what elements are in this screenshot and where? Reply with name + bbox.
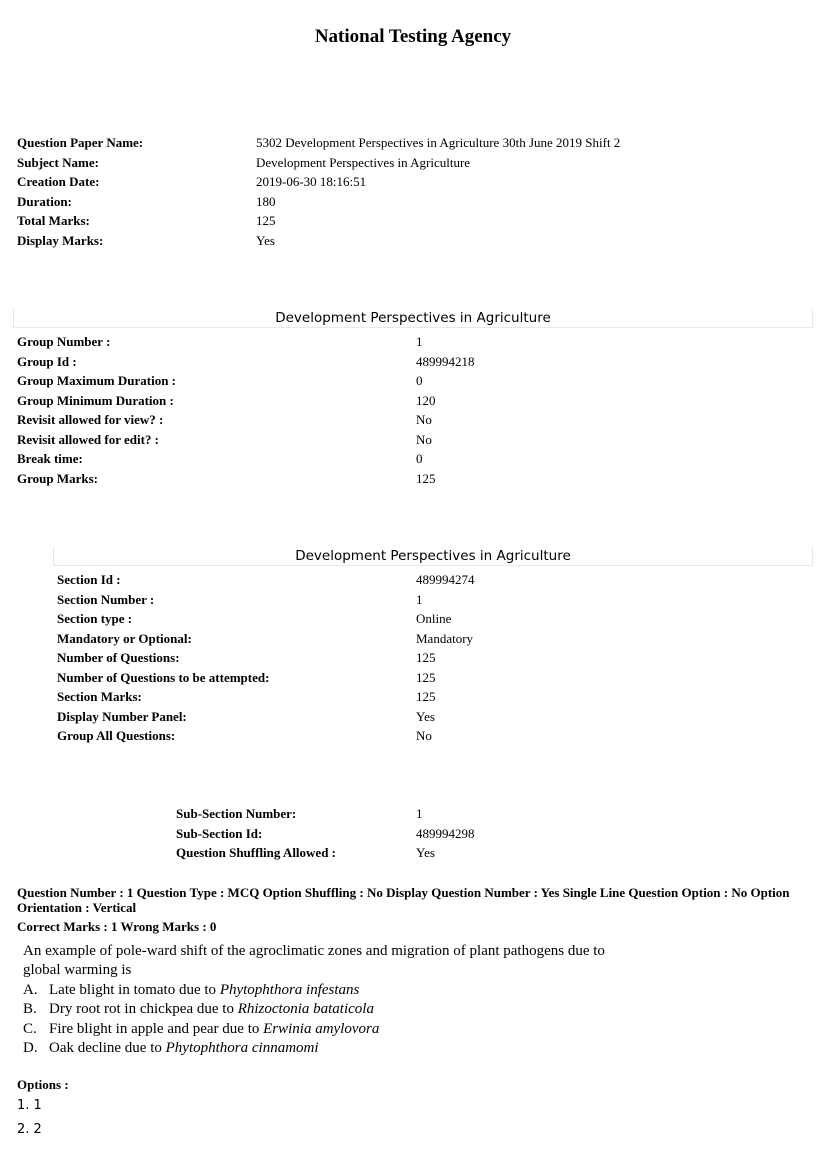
section-info bbox=[57, 570, 807, 746]
paper-value: Yes bbox=[256, 232, 275, 248]
paper-value: 125 bbox=[256, 213, 276, 228]
group-row bbox=[17, 469, 807, 489]
group-key: Break time: bbox=[17, 451, 83, 466]
choice-letter: A. bbox=[23, 981, 38, 998]
choice-text-plain: Oak decline due to bbox=[49, 1040, 166, 1057]
choice-letter: C. bbox=[23, 1020, 37, 1037]
options-list bbox=[17, 1094, 42, 1142]
section-key: Section Id : bbox=[57, 572, 121, 587]
question-choice bbox=[23, 981, 803, 1000]
question-choice bbox=[23, 1039, 803, 1058]
group-value: 125 bbox=[416, 470, 436, 486]
section-key: Section Number : bbox=[57, 591, 155, 607]
choice-text-plain: Dry root rot in chickpea due to bbox=[49, 1001, 238, 1018]
paper-value: 5302 Development Perspectives in Agriculture 30th June 2019 Shift 2 bbox=[256, 135, 621, 150]
section-value: 125 bbox=[416, 689, 436, 704]
section-key: Section type : bbox=[57, 611, 133, 626]
paper-key: Question Paper Name: bbox=[17, 135, 144, 150]
subsection-key: Question Shuffling Allowed : bbox=[176, 845, 337, 860]
choice-text-italic: Phytophthora cinnamomi bbox=[165, 1040, 319, 1057]
subsection-value: Yes bbox=[416, 845, 435, 860]
group-key: Revisit allowed for view? : bbox=[17, 412, 164, 427]
section-row bbox=[57, 668, 807, 688]
subsection-key: Sub-Section Id: bbox=[176, 825, 263, 841]
subsection-row bbox=[176, 804, 806, 824]
section-key: Mandatory or Optional: bbox=[57, 630, 192, 646]
section-value: 489994274 bbox=[416, 572, 475, 587]
section-key: Section Marks: bbox=[57, 689, 142, 704]
group-value: No bbox=[416, 431, 432, 447]
paper-row bbox=[17, 231, 807, 251]
choice-letter: B. bbox=[23, 1001, 37, 1018]
choice-text bbox=[49, 1039, 319, 1058]
paper-row bbox=[17, 133, 807, 153]
group-value: 0 bbox=[416, 451, 423, 466]
section-value: Online bbox=[416, 611, 452, 626]
question-stem-line: An example of pole-ward shift of the agroclimatic zones and migration of plant pathogens due to bbox=[23, 943, 605, 959]
group-row bbox=[17, 410, 807, 430]
paper-value: 180 bbox=[256, 193, 276, 209]
paper-row bbox=[17, 211, 807, 231]
choice-text bbox=[49, 1020, 379, 1039]
section-value: Mandatory bbox=[416, 630, 474, 646]
choice-text-plain: Fire blight in apple and pear due to bbox=[49, 1020, 264, 1037]
choice-text-plain: Late blight in tomato due to bbox=[49, 981, 220, 998]
group-value: 1 bbox=[416, 334, 423, 349]
paper-key: Display Marks: bbox=[17, 232, 104, 248]
section-value: Yes bbox=[416, 708, 435, 724]
group-value: No bbox=[416, 412, 432, 427]
subsection-row bbox=[176, 824, 806, 844]
subsection-value: 489994298 bbox=[416, 825, 475, 841]
section-row bbox=[57, 726, 807, 746]
paper-row bbox=[17, 153, 807, 173]
paper-value: 2019-06-30 18:16:51 bbox=[256, 174, 367, 189]
paper-key: Duration: bbox=[17, 193, 72, 209]
paper-row bbox=[17, 192, 807, 212]
section-row bbox=[57, 609, 807, 629]
page-title: National Testing Agency bbox=[314, 26, 512, 47]
question-choice bbox=[23, 1020, 803, 1039]
choice-text bbox=[49, 1000, 374, 1019]
section-key: Number of Questions: bbox=[57, 650, 180, 665]
section-value: 1 bbox=[416, 591, 423, 607]
group-key: Group Number : bbox=[17, 334, 111, 349]
subsection-row bbox=[176, 843, 806, 863]
subsection-value: 1 bbox=[416, 806, 423, 821]
section-value: 125 bbox=[416, 650, 436, 665]
group-key: Group Id : bbox=[17, 353, 77, 369]
section-row bbox=[57, 648, 807, 668]
section-value: No bbox=[416, 728, 432, 743]
option-item: 2. 2 bbox=[17, 1122, 42, 1137]
section-key: Number of Questions to be attempted: bbox=[57, 669, 270, 685]
question-stem-line: global warming is bbox=[23, 962, 132, 979]
group-key: Group Maximum Duration : bbox=[17, 373, 177, 388]
section-key: Group All Questions: bbox=[57, 728, 176, 743]
group-key: Group Marks: bbox=[17, 470, 99, 486]
question-choice bbox=[23, 1000, 803, 1019]
subsection-key: Sub-Section Number: bbox=[176, 806, 297, 821]
group-row bbox=[17, 391, 807, 411]
paper-key: Total Marks: bbox=[17, 213, 90, 228]
section-row bbox=[57, 707, 807, 727]
group-value: 120 bbox=[416, 392, 436, 408]
section-row bbox=[57, 687, 807, 707]
choice-text-italic: Erwinia amylovora bbox=[263, 1020, 380, 1037]
paper-value: Development Perspectives in Agriculture bbox=[256, 154, 471, 170]
choice-text-italic: Phytophthora infestans bbox=[219, 981, 360, 998]
section-row bbox=[57, 590, 807, 610]
group-row bbox=[17, 371, 807, 391]
question-body bbox=[23, 942, 803, 1058]
section-row bbox=[57, 570, 807, 590]
group-info bbox=[17, 332, 807, 488]
paper-key: Subject Name: bbox=[17, 154, 99, 170]
section-heading: Development Perspectives in Agriculture bbox=[53, 547, 813, 566]
section-row bbox=[57, 629, 807, 649]
paper-row bbox=[17, 172, 807, 192]
choice-text bbox=[49, 981, 359, 1000]
options-label: Options : bbox=[17, 1077, 69, 1092]
group-value: 0 bbox=[416, 373, 423, 388]
choice-letter: D. bbox=[23, 1040, 38, 1057]
section-key: Display Number Panel: bbox=[57, 708, 187, 724]
choice-text-italic: Rhizoctonia bataticola bbox=[237, 1001, 374, 1018]
paper-info bbox=[17, 133, 807, 250]
group-value: 489994218 bbox=[416, 353, 475, 369]
paper-key: Creation Date: bbox=[17, 174, 100, 189]
group-key: Revisit allowed for edit? : bbox=[17, 431, 160, 447]
group-row bbox=[17, 449, 807, 469]
section-value: 125 bbox=[416, 669, 436, 685]
group-key: Group Minimum Duration : bbox=[17, 392, 174, 408]
group-row bbox=[17, 352, 807, 372]
subsection-info bbox=[176, 804, 806, 863]
question-marks: Correct Marks : 1 Wrong Marks : 0 bbox=[17, 919, 217, 934]
group-row bbox=[17, 332, 807, 352]
group-row bbox=[17, 430, 807, 450]
group-heading: Development Perspectives in Agriculture bbox=[13, 309, 813, 328]
option-item: 1. 1 bbox=[17, 1098, 42, 1113]
question-meta: Question Number : 1 Question Type : MCQ Option Shuffling : No Display Question Number : Yes Single Line Question Option : No Option Orientation : Vertical bbox=[17, 885, 790, 915]
